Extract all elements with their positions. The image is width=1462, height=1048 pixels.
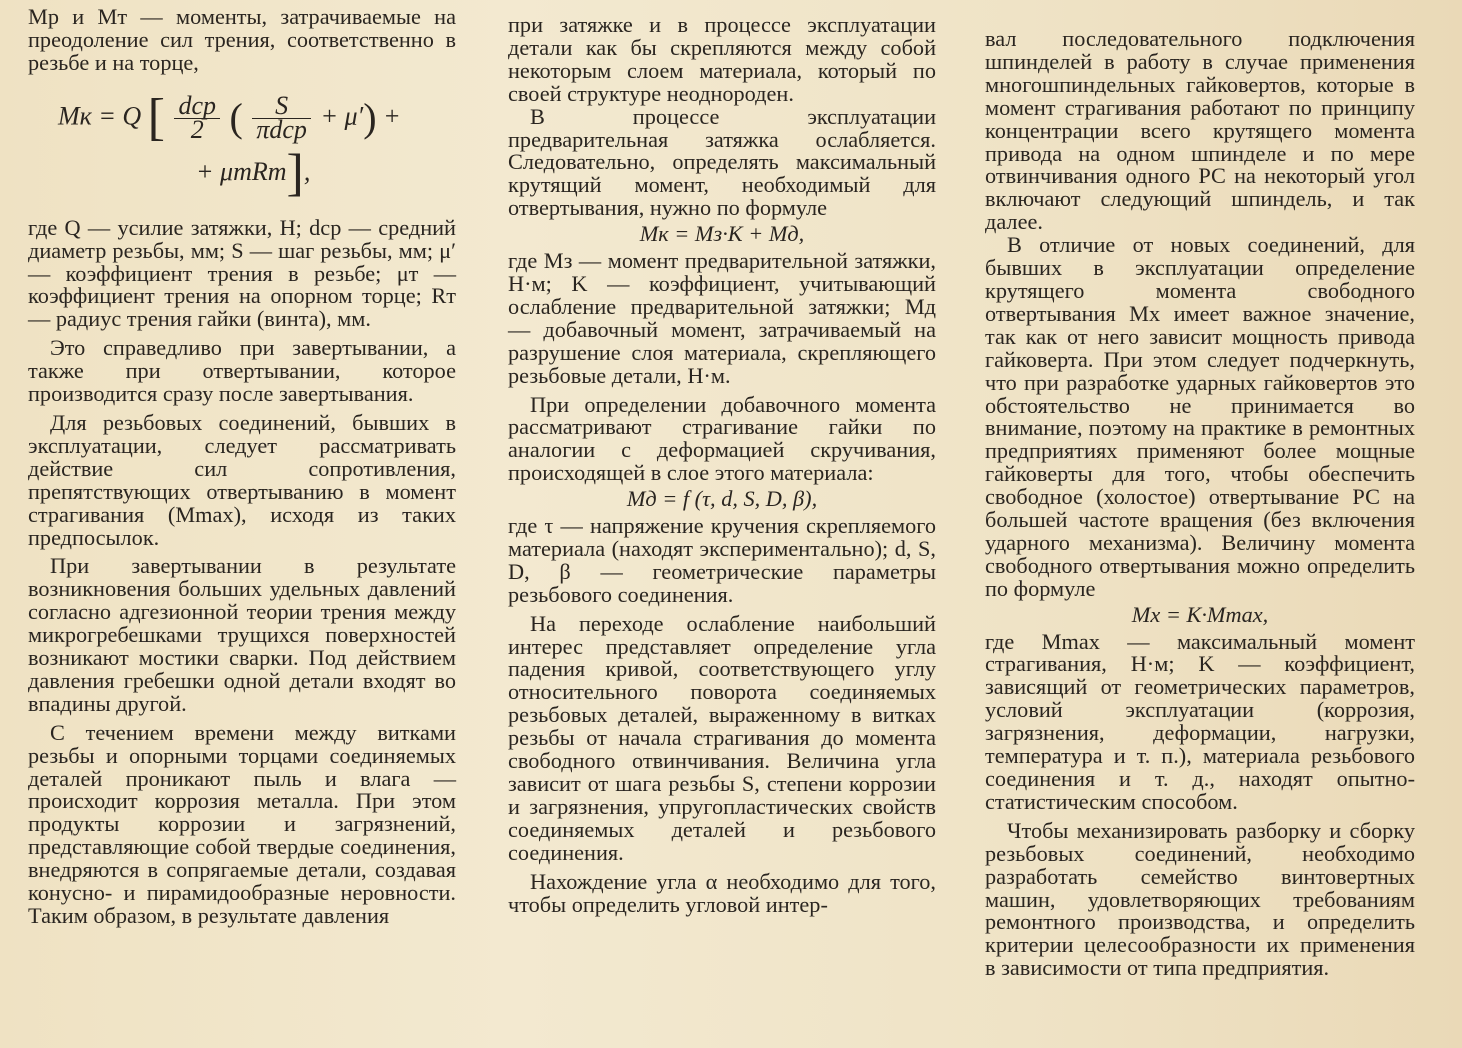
- paragraph: В отличие от новых соединений, для бывших в эксплуатации определение крутящего момента свободного отвертывания Mх имеет важное значение, так как от него зависит мощность привода гайковерта. При этом следует подчеркнуть, что при разработке ударных гайковертов это обстоятельство не принимается во внимание, поэтому на практике в ремонтных предприятиях применяют более мощные гайковерты для того, чтобы обеспечить свободное (холостое) отвертывание РС на большей частоте вращения (без включения ударного механизма). Величину момента свободного отвертывания можно определить по формуле: [985, 232, 1415, 601]
- paragraph: На переходе ослабление наибольший интерес представляет определение угла падения кривой, соответствующего углу относительного поворота соединяемых резьбовых деталей, выраженному в витках резьбы от начала страгивания до момента свободного отвинчивания. Величина угла зависит от шага резьбы S, степени коррозии и загрязнения, упругопластических свойств соединяемых деталей и резьбового соединения.: [508, 610, 936, 865]
- formula-line-2: + μтRт],: [196, 144, 311, 202]
- formula-line-1: Mк = Q [ $\frac{\text{dср}}{2}$ ( $\frac{S}{\text{πdср}}$ + μ′) +: [58, 88, 401, 146]
- paragraph: при затяжке и в процессе эксплуатации детали как бы скрепляются между собой некоторым слоем материала, который по своей структуре неоднороден.: [508, 12, 936, 106]
- paragraph: При определении добавочного момента рассматривают страгивание гайки по аналогии с деформацией скручивания, происходящей в слое этого материала:: [508, 391, 936, 486]
- paragraph: Чтобы механизировать разборку и сборку резьбовых соединений, необходимо разработать семейство винтовертных машин, удовлетворяющих требованиям ремонтного производства, и определить критерии целесообразности их применения в зависимости от типа предприятия.: [985, 817, 1415, 981]
- fraction: $\frac{\text{dср}}{2}$: [174, 95, 220, 142]
- paragraph: Mр и Mт — моменты, затрачиваемые на преодоление сил трения, соответственно в резьбе и на торце,: [28, 4, 456, 75]
- fraction: $\frac{S}{\text{πdср}}$: [252, 95, 311, 142]
- column-2: [508, 14, 936, 916]
- paragraph: где Mз — момент предварительной затяжки, Н·м; K — коэффициент, учитывающий ослабление предварительной затяжки; Mд — добавочный момент, затрачиваемый на разрушение слоя материала, скрепляющего резьбовые детали, Н·м.: [508, 248, 936, 388]
- formula-mk2: Mк = Mз·K + Mд,: [639, 221, 805, 247]
- paragraph: При завертывании в результате возникновения больших удельных давлений согласно адгезионной теории трения между микрогребешками трущихся поверхностей возникают мостики сварки. Под действием давления гребешки одной детали входят во впадины другой.: [28, 553, 456, 716]
- paragraph: где Mmax — максимальный момент страгивания, Н·м; K — коэффициент, зависящий от геометрических параметров, условий эксплуатации (коррозия, загрязнения, деформации, нагрузки, температура и т. п.), материала резьбового соединения и т. д., находят опытно-статистическим способом.: [985, 628, 1415, 814]
- paragraph: Для резьбовых соединений, бывших в эксплуатации, следует рассматривать действие сил сопротивления, препятствующих отвертыванию в момент страгивания (Mmax), исходя из таких предпосылок.: [28, 409, 456, 550]
- formula-mk: [28, 83, 456, 211]
- paragraph: Нахождение угла α необходимо для того, чтобы определить угловой интер-: [508, 868, 936, 917]
- column-3: [985, 28, 1415, 980]
- paragraph: В процессе эксплуатации предварительная затяжка ослабляется. Следовательно, определять максимальный крутящий момент, необходимый для отвертывания, нужно по формуле: [508, 103, 936, 221]
- formula-mx: Mх = K·Mmax,: [1131, 601, 1269, 627]
- paragraph: С течением времени между витками резьбы и опорными торцами соединяемых деталей проникают пыль и влага — происходит коррозия металла. При этом продукты коррозии и загрязнений, представляющие собой твердые соединения, внедряются в сопрягаемые детали, создавая конусно- и пирамидообразные неровности. Таким образом, в результате давления: [28, 719, 456, 928]
- paragraph: где Q — усилие затяжки, Н; dср — средний диаметр резьбы, мм; S — шаг резьбы, мм; μ′ — коэффициент трения в резьбе; μт — коэффициент трения на опорном торце; Rт — радиус трения гайки (винта), мм.: [28, 214, 456, 332]
- paragraph: вал последовательного подключения шпинделей в работу в случае применения многошпиндельных гайковертов, которые в момент страгивания работают по принципу концентрации всего крутящего момента привода на одном шпинделе и по мере отвинчивания одного РС на некоторый угол включают следующий шпиндель, и так далее.: [985, 26, 1415, 235]
- formula-md: Mд = f (τ, d, S, D, β),: [626, 486, 818, 512]
- paragraph: где τ — напряжение кручения скрепляемого материала (находят экспериментально); d, S, D, β — геометрические параметры резьбового соединения.: [508, 513, 936, 607]
- column-1: [28, 6, 456, 928]
- paragraph: Это справедливо при завертывании, а также при отвертывании, которое производится сразу после завертывания.: [28, 335, 456, 407]
